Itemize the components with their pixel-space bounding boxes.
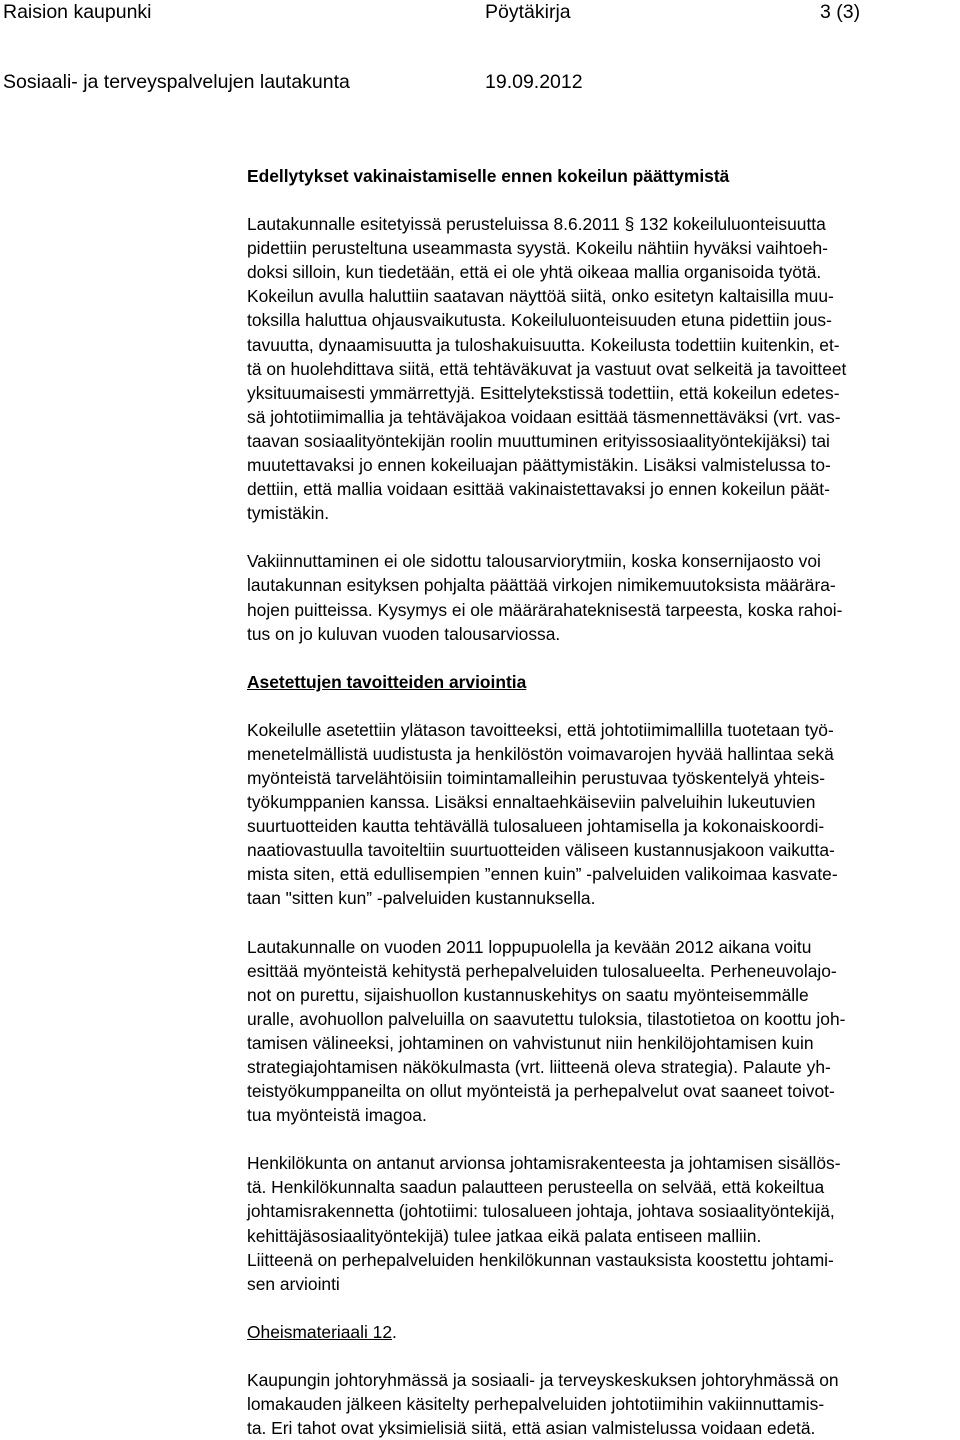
paragraph-goals	[247, 718, 953, 911]
text-line: myönteistä tarvelähtöisiin toimintamalleihin perustuvaa työskentelyä yhteis-	[247, 767, 826, 788]
text-line: lautakunnan esityksen pohjalta päättää virkojen nimikemuutoksista määrära-	[247, 575, 836, 596]
section-heading-evaluation: Asetettujen tavoitteiden arviointia	[247, 671, 527, 692]
text-line: hojen puitteissa. Kysymys ei ole määrärahateknisestä tarpeesta, koska rahoi-	[247, 599, 843, 620]
text-line: tavuutta, dynaamisuutta ja tuloshakuisuutta. Kokeilusta todettiin kuitenkin, et-	[247, 334, 840, 355]
attachment-link[interactable]: Oheismateriaali 12	[247, 1321, 392, 1342]
text-line: toksilla haluttua ohjausvaikutusta. Kokeiluluonteisuuden etuna pidettiin jous-	[247, 310, 832, 331]
text-line: tä. Henkilökunnalta saadun palautteen perusteella on selvää, että kokeiltua	[247, 1177, 825, 1198]
text-line: suurtuotteiden kautta tehtävällä tulosalueen johtamisella ja kokonaiskoordi-	[247, 816, 825, 837]
attachment-suffix: .	[392, 1321, 397, 1342]
header-page-number: 3 (3)	[820, 1, 861, 23]
text-line: uralle, avohuollon palveluilla on saavutettu tuloksia, tilastotietoa on koottu joh-	[247, 1008, 846, 1029]
text-line: Kaupungin johtoryhmässä ja sosiaali- ja terveyskeskuksen johtoryhmässä on	[247, 1369, 839, 1390]
text-line: Kokeilun avulla haluttiin saatavan näyttöä siitä, onko esitetyn kaltaisilla muu-	[247, 286, 834, 307]
header-date: 19.09.2012	[485, 71, 583, 93]
paragraph-budget	[247, 549, 953, 645]
text-line: kehittäjäsosiaalityöntekijä) tulee jatkaa eikä palata entiseen malliin.	[247, 1225, 762, 1246]
header-doc-type: Pöytäkirja	[485, 1, 571, 23]
text-line: Lautakunnalle esitetyissä perusteluissa 8.6.2011 § 132 kokeiluluonteisuutta	[247, 214, 826, 235]
text-line: tus on jo kuluvan vuoden talousarviossa.	[247, 623, 561, 644]
text-line: Kokeilulle asetettiin ylätason tavoitteeksi, että johtotiimimallilla tuotetaan työ-	[247, 719, 834, 740]
text-line: strategiajohtamisen näkökulmasta (vrt. liitteenä oleva strategia). Palaute yh-	[247, 1057, 831, 1077]
attachment-reference	[247, 1320, 953, 1344]
section-heading-prerequisites: Edellytykset vakinaistamiselle ennen kokeilun päättymistä	[247, 166, 730, 186]
text-line: naatiovastuulla tavoiteltiin suurtuotteiden väliseen kustannusjakoon vaikutta-	[247, 840, 835, 861]
text-line: esittää myönteistä kehitystä perhepalveluiden tulosalueelta. Perheneuvolajo-	[247, 960, 837, 981]
paragraph-management-groups	[247, 1368, 953, 1440]
text-line: Vakiinnuttaminen ei ole sidottu talousarviorytmiin, koska konsernijaosto voi	[247, 551, 821, 572]
text-line: johtamisrakennetta (johtotiimi: tulosalueen johtaja, johtava sosiaalityöntekijä,	[247, 1201, 835, 1222]
text-line: not on purettu, sijaishuollon kustannuskehitys on saatu myönteisemmälle	[247, 984, 809, 1005]
header-org: Raision kaupunki	[3, 1, 152, 23]
paragraph-staff-evaluation	[247, 1151, 953, 1296]
text-line: tamisen välineeksi, johtaminen on vahvistunut niin henkilöjohtamisen kuin	[247, 1032, 814, 1053]
text-line: tua myönteistä imagoa.	[247, 1105, 427, 1126]
text-line: taan "sitten kun” -palveluiden kustannuksella.	[247, 888, 596, 909]
text-line: taavan sosiaalityöntekijän roolin muuttuminen erityissosiaalityöntekijäksi) tai	[247, 430, 830, 451]
text-line: ta. Eri tahot ovat yksimielisiä siitä, että asian valmistelussa voidaan edetä.	[247, 1418, 816, 1439]
text-line: pidettiin perusteltuna useammasta syystä. Kokeilu nähtiin hyväksi vaihtoeh-	[247, 238, 828, 259]
text-line: työkumppanien kanssa. Lisäksi ennaltaehkäiseviin palveluihin lukeutuvien	[247, 792, 816, 813]
text-line: Lautakunnalle on vuoden 2011 loppupuolella ja kevään 2012 aikana voitu	[247, 936, 812, 957]
header-board: Sosiaali- ja terveyspalvelujen lautakunta	[3, 71, 350, 93]
text-line: muutettavaksi jo ennen kokeiluajan päättymistäkin. Lisäksi valmistelussa to-	[247, 455, 831, 476]
text-line: tä on huolehdittava siitä, että tehtäväkuvat ja vastuut ovat selkeitä ja tavoitteet	[247, 358, 847, 379]
text-line: yksituumaisesti ymmärrettyjä. Esittelytekstissä todettiin, että kokeilun edetes-	[247, 382, 840, 403]
text-line: Henkilökunta on antanut arvionsa johtamisrakenteesta ja johtamisen sisällös-	[247, 1153, 841, 1174]
text-line: teistyökumppaneilta on ollut myönteistä ja perhepalvelut ovat saaneet toivot-	[247, 1081, 835, 1102]
text-line: sen arviointi	[247, 1273, 340, 1294]
text-line: doksi silloin, kun tiedetään, että ei ole yhtä oikeaa mallia organisoida työtä.	[247, 262, 822, 283]
text-line: dettiin, että mallia voidaan esittää vakinaistettavaksi jo ennen kokeilun päät-	[247, 479, 830, 500]
text-line: tymistäkin.	[247, 503, 330, 524]
text-line: Liitteenä on perhepalveluiden henkilökunnan vastauksista koostettu johtami-	[247, 1249, 834, 1270]
document-body	[247, 164, 953, 1440]
text-line: lomakauden jälkeen käsitelty perhepalveluiden johtotiimihin vakiinnuttamis-	[247, 1394, 825, 1415]
text-line: mista siten, että edullisempien ”ennen kuin” -palveluiden valikoimaa kasvate-	[247, 864, 838, 885]
text-line: sä johtotiimimallia ja tehtäväjakoa voidaan esittää täsmennettäväksi (vrt. vas-	[247, 406, 841, 427]
paragraph-progress	[247, 935, 953, 1128]
paragraph-justifications	[247, 212, 953, 525]
text-line: menetelmällistä uudistusta ja henkilöstön voimavarojen hyvää hallintaa sekä	[247, 743, 834, 764]
